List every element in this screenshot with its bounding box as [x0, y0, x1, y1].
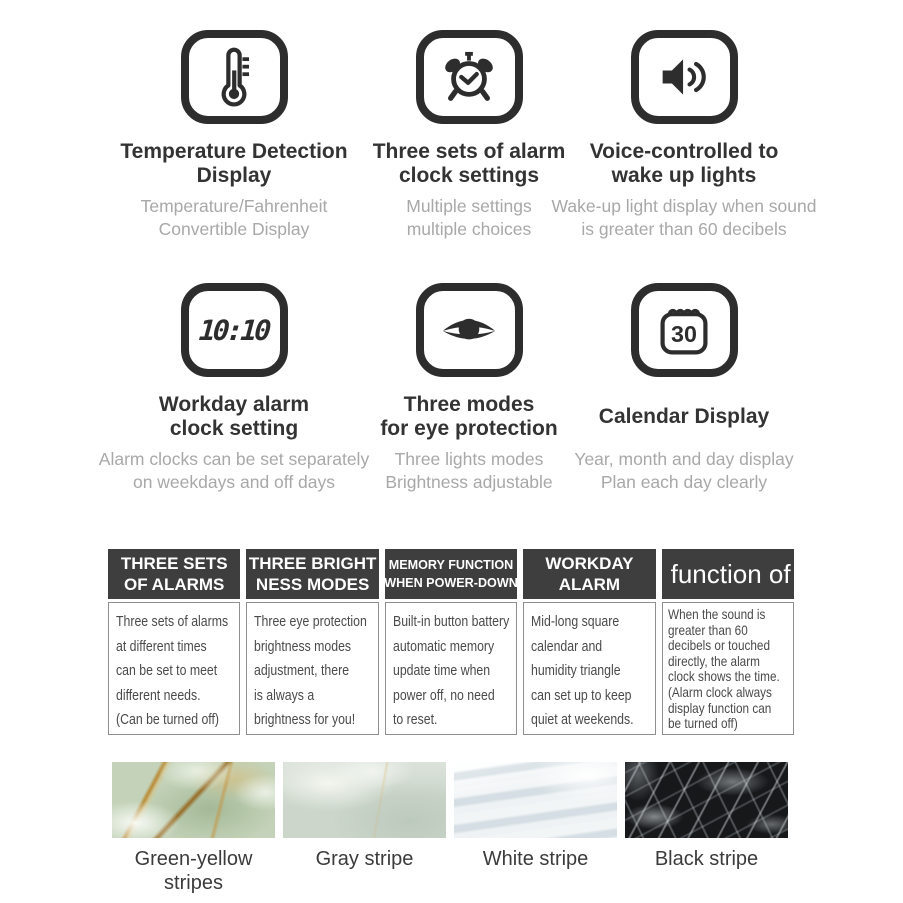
feature-title [120, 139, 347, 188]
table-column-three-sets-of-alarms [108, 549, 240, 735]
swatch-green-yellow-stripes [112, 762, 275, 895]
table-body-line: power off, no need [392, 686, 495, 704]
table-body-line: is always a [254, 686, 315, 704]
table-body-line: be turned off) [667, 715, 738, 732]
feature-title-line: Three modes [403, 393, 535, 416]
feature-title [590, 139, 779, 188]
feature-desc-line: on weekdays and off days [132, 472, 336, 492]
table-body [385, 602, 517, 735]
table-header-line: WORKDAY [545, 554, 634, 573]
table-body [246, 602, 378, 735]
feature-description [574, 448, 793, 494]
table-body-line: (Alarm clock always [667, 683, 772, 700]
table-body-line: brightness modes [254, 637, 352, 655]
digital-clock-icon-box [181, 283, 288, 377]
feature-title-line: wake up lights [611, 163, 757, 187]
table-header-line: MEMORY FUNCTION [388, 558, 514, 572]
feature-desc-line: multiple choices [406, 219, 532, 239]
feature-alarm-sets [373, 30, 565, 241]
table-body-line: Three eye protection [254, 613, 368, 630]
feature-desc-line: Year, month and day display [574, 449, 794, 469]
feature-title [159, 392, 309, 441]
feature-eye-protection [373, 283, 565, 494]
table-body [523, 602, 655, 735]
feature-desc-line: Brightness adjustable [385, 472, 553, 492]
feature-title-line: Calendar Display [598, 404, 770, 428]
feature-desc-line: Alarm clocks can be set separately [98, 449, 370, 469]
table-body-line: can be set to meet [116, 662, 218, 680]
feature-workday-alarm [95, 283, 373, 494]
feature-title-line: for eye protection [380, 416, 558, 440]
thermometer-icon-box [181, 30, 288, 124]
alarm-clock-icon [442, 49, 496, 105]
table-body [108, 602, 240, 735]
feature-title-line: Temperature Detection [120, 140, 348, 163]
swatch-label-line: stripes [164, 872, 223, 894]
table-body-line: adjustment, there [254, 662, 350, 680]
feature-desc-line: Convertible Display [158, 219, 310, 239]
swatch-label-line: Black stripe [654, 848, 759, 870]
table-body-line: display function can [667, 699, 771, 716]
feature-description [99, 448, 369, 494]
table-body-line: brightness for you! [254, 711, 356, 729]
table-body-line: Mid-long square [531, 613, 620, 630]
swatch-gray-stripe [283, 762, 446, 895]
table-body-line: calendar and [531, 637, 603, 655]
swatch-white-stripe [454, 762, 617, 895]
feature-description [385, 448, 552, 494]
table-header [662, 549, 794, 599]
swatch-label-line: White stripe [482, 848, 589, 870]
swatch-label [135, 847, 253, 895]
feature-desc-line: Plan each day clearly [600, 472, 768, 492]
table-header-line: NESS MODES [255, 575, 370, 594]
table-body-line: When the sound is [667, 606, 766, 622]
feature-title-line: Workday alarm [158, 393, 310, 416]
table-header [246, 549, 378, 599]
feature-desc-line: Wake-up light display when sound [551, 196, 817, 216]
table-header-line: THREE SETS [120, 554, 228, 573]
table-body-line: can set up to keep [531, 686, 632, 704]
feature-description [141, 195, 328, 241]
white-marble-image [454, 762, 617, 838]
table-header [108, 549, 240, 599]
feature-title-line: Voice-controlled to [589, 140, 779, 163]
calendar-day-number: 30 [671, 321, 697, 348]
feature-row-1 [95, 30, 903, 241]
feature-title-line: Three sets of alarm [372, 140, 566, 163]
table-header-line: OF ALARMS [123, 575, 225, 594]
feature-title [599, 392, 769, 441]
calendar-icon [657, 302, 711, 358]
table-body-line: (Can be turned off) [116, 711, 220, 729]
table-body-line: at different times [116, 637, 207, 655]
table-column-memory-function [385, 549, 517, 735]
feature-table [108, 549, 794, 735]
speaker-icon [658, 54, 710, 100]
table-header-line: ALARM [558, 575, 621, 594]
table-body-line: Built-in button battery [392, 613, 510, 630]
feature-desc-line: is greater than 60 decibels [581, 219, 787, 239]
swatch-label [483, 847, 589, 871]
calendar-icon-box [631, 283, 738, 377]
gray-marble-image [283, 762, 446, 838]
table-body-line: directly, the alarm [667, 652, 760, 669]
feature-temperature [95, 30, 373, 241]
table-body-line: greater than 60 [667, 621, 748, 638]
swatch-label [316, 847, 414, 871]
feature-description [552, 195, 817, 241]
table-body [662, 602, 794, 735]
eye-icon [440, 309, 498, 351]
table-header-line: WHEN POWER-DOWN [384, 576, 518, 590]
feature-voice-control [551, 30, 817, 241]
table-column-workday-alarm [523, 549, 655, 735]
table-column-function-of [662, 549, 794, 735]
feature-title-line: Display [196, 163, 272, 187]
alarm-clock-icon-box [416, 30, 523, 124]
table-body-line: clock shows the time. [667, 668, 780, 685]
table-body-line: to reset. [392, 711, 438, 729]
feature-title-line: clock setting [169, 416, 299, 440]
thermometer-icon [211, 46, 257, 108]
table-body-line: Three sets of alarms [116, 613, 229, 630]
table-body-line: update time when [392, 662, 490, 680]
table-body-line: humidity triangle [531, 662, 621, 680]
table-body-line: automatic memory [392, 637, 494, 655]
table-header-line: function of [670, 558, 791, 589]
swatch-label-line: Green-yellow [134, 848, 253, 870]
swatch-black-stripe [625, 762, 788, 895]
swatch-label [655, 847, 758, 871]
feature-title-line: clock settings [398, 163, 540, 187]
swatch-label-line: Gray stripe [315, 848, 414, 870]
speaker-icon-box [631, 30, 738, 124]
feature-description [406, 195, 531, 241]
table-column-three-brightness-modes [246, 549, 378, 735]
table-header [385, 549, 517, 599]
table-body-line: decibels or touched [667, 637, 770, 654]
eye-icon-box [416, 283, 523, 377]
black-marble-image [625, 762, 788, 838]
feature-desc-line: Three lights modes [394, 449, 544, 469]
feature-desc-line: Multiple settings [406, 196, 532, 216]
feature-row-2 [95, 283, 903, 494]
table-header-line: THREE BRIGHT [248, 554, 377, 573]
green-yellow-marble-image [112, 762, 275, 838]
color-swatches-section [112, 762, 903, 895]
digital-clock-icon: 10:10 [198, 313, 270, 347]
feature-calendar [565, 283, 803, 494]
table-body-line: quiet at weekends. [531, 711, 634, 729]
feature-title [373, 139, 566, 188]
feature-title [380, 392, 557, 441]
feature-desc-line: Temperature/Fahrenheit [140, 196, 328, 216]
table-body-line: different needs. [116, 686, 201, 704]
table-header [523, 549, 655, 599]
